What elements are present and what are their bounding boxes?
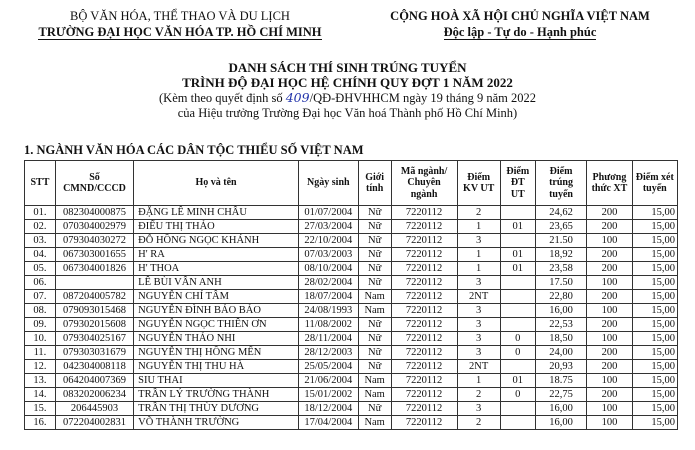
table-cell: 042304008118 <box>55 360 133 374</box>
table-cell: NGUYỄN THỊ HỒNG MẾN <box>134 346 299 360</box>
table-cell: 22,53 <box>535 318 586 332</box>
column-header: Điểm trúng tuyển <box>535 161 586 206</box>
table-cell: Nam <box>358 290 391 304</box>
table-cell: 15,00 <box>632 318 677 332</box>
table-cell: 24,62 <box>535 206 586 220</box>
table-cell: 21.50 <box>535 234 586 248</box>
column-header: Số CMND/CCCD <box>55 161 133 206</box>
admission-table <box>24 160 678 430</box>
table-cell: 15,00 <box>632 290 677 304</box>
table-cell: 17/04/2004 <box>298 416 358 430</box>
table-cell: 3 <box>457 332 500 346</box>
table-cell: 7220112 <box>391 304 457 318</box>
table-cell: 25/05/2004 <box>298 360 358 374</box>
column-header: Phương thức XT <box>587 161 632 206</box>
table-cell: 7220112 <box>391 318 457 332</box>
table-cell: 200 <box>587 290 632 304</box>
table-cell: 1 <box>457 374 500 388</box>
table-cell: 3 <box>457 234 500 248</box>
table-cell: 206445903 <box>55 402 133 416</box>
table-cell: 100 <box>587 402 632 416</box>
table-cell: 20,93 <box>535 360 586 374</box>
motto: Độc lập - Tự do - Hạnh phúc <box>443 25 597 39</box>
table-cell: 100 <box>587 416 632 430</box>
country-name: CỘNG HOÀ XÃ HỘI CHỦ NGHĨA VIỆT NAM <box>390 9 650 23</box>
table-cell: 1 <box>457 248 500 262</box>
table-cell: 16,00 <box>535 416 586 430</box>
table-cell: 16,00 <box>535 402 586 416</box>
table-cell: 064204007369 <box>55 374 133 388</box>
table-cell: 18/12/2004 <box>298 402 358 416</box>
table-cell: 22,75 <box>535 388 586 402</box>
table-cell: 11. <box>25 346 56 360</box>
table-cell: Nữ <box>358 402 391 416</box>
table-cell: 079304025167 <box>55 332 133 346</box>
table-cell: 18,92 <box>535 248 586 262</box>
table-cell: 07/03/2003 <box>298 248 358 262</box>
column-header: Ngày sinh <box>298 161 358 206</box>
table-cell: 079302015608 <box>55 318 133 332</box>
table-cell: 2 <box>457 416 500 430</box>
table-cell: 070304002979 <box>55 220 133 234</box>
table-cell: 15,00 <box>632 276 677 290</box>
column-header: Giới tính <box>358 161 391 206</box>
table-cell: Nữ <box>358 248 391 262</box>
table-cell: 23,65 <box>535 220 586 234</box>
table-cell: 14. <box>25 388 56 402</box>
table-cell: Nữ <box>358 206 391 220</box>
table-cell <box>500 276 535 290</box>
table-cell: 7220112 <box>391 374 457 388</box>
table-cell: 28/02/2004 <box>298 276 358 290</box>
table-cell: 07. <box>25 290 56 304</box>
section-title: 1. NGÀNH VĂN HÓA CÁC DÂN TỘC THIỂU SỐ VIỆT NAM <box>24 143 364 157</box>
table-cell: 7220112 <box>391 276 457 290</box>
table-cell: 15,00 <box>632 304 677 318</box>
table-row <box>25 234 678 248</box>
table-cell: 15,00 <box>632 220 677 234</box>
table-cell: 7220112 <box>391 262 457 276</box>
table-cell: 087204005782 <box>55 290 133 304</box>
table-row <box>25 248 678 262</box>
table-cell: 7220112 <box>391 248 457 262</box>
table-cell: 3 <box>457 346 500 360</box>
table-cell: 13. <box>25 374 56 388</box>
decision-suffix: /QĐ-ĐHVHHCM ngày 19 tháng 9 năm 2022 <box>309 91 536 105</box>
table-cell <box>500 290 535 304</box>
table-cell: 18/07/2004 <box>298 290 358 304</box>
table-cell: 09. <box>25 318 56 332</box>
table-row <box>25 206 678 220</box>
university-name: TRƯỜNG ĐẠI HỌC VĂN HÓA TP. HỒ CHÍ MINH <box>38 25 322 39</box>
table-cell: 7220112 <box>391 332 457 346</box>
document-title <box>0 60 695 121</box>
table-cell: Nữ <box>358 360 391 374</box>
table-cell: NGUYỄN CHÍ TÂM <box>134 290 299 304</box>
table-cell: 3 <box>457 402 500 416</box>
table-body <box>25 206 678 430</box>
table-cell: 24/08/1993 <box>298 304 358 318</box>
table-cell: Nữ <box>358 262 391 276</box>
table-cell: 200 <box>587 388 632 402</box>
table-cell: 15,00 <box>632 332 677 346</box>
table-cell: 21/06/2004 <box>298 374 358 388</box>
ministry-name: BỘ VĂN HÓA, THỂ THAO VÀ DU LỊCH <box>70 9 290 23</box>
table-cell: 01 <box>500 374 535 388</box>
table-cell: 15,00 <box>632 416 677 430</box>
table-cell: 01. <box>25 206 56 220</box>
decision-reference <box>0 90 695 106</box>
table-cell: NGUYỄN NGỌC THIÊN ƠN <box>134 318 299 332</box>
table-cell: 3 <box>457 318 500 332</box>
table-cell: 079303031679 <box>55 346 133 360</box>
table-cell: 22/10/2004 <box>298 234 358 248</box>
table-cell: 17.50 <box>535 276 586 290</box>
table-cell: 03. <box>25 234 56 248</box>
table-cell: 067303001655 <box>55 248 133 262</box>
table-row <box>25 276 678 290</box>
table-cell: Nam <box>358 304 391 318</box>
table-cell: Nữ <box>358 332 391 346</box>
column-header: STT <box>25 161 56 206</box>
table-cell: H' THOA <box>134 262 299 276</box>
table-row <box>25 318 678 332</box>
table-cell: 16,00 <box>535 304 586 318</box>
table-cell: 083202006234 <box>55 388 133 402</box>
table-row <box>25 220 678 234</box>
table-cell: NGUYỄN ĐÌNH BẢO BẢO <box>134 304 299 318</box>
decision-issuer: của Hiệu trưởng Trường Đại học Văn hoá Thành phố Hồ Chí Minh) <box>177 106 518 120</box>
table-cell: Nữ <box>358 346 391 360</box>
table-cell: 01/07/2004 <box>298 206 358 220</box>
table-cell: 067304001826 <box>55 262 133 276</box>
table-cell: 0 <box>500 388 535 402</box>
table-cell: 7220112 <box>391 360 457 374</box>
table-cell: ĐIỂU THỊ THẢO <box>134 220 299 234</box>
table-cell: SIU THAI <box>134 374 299 388</box>
table-cell: 05. <box>25 262 56 276</box>
table-cell: 7220112 <box>391 290 457 304</box>
table-cell: TRẦN THỊ THÙY DƯƠNG <box>134 402 299 416</box>
table-row <box>25 416 678 430</box>
table-cell: 06. <box>25 276 56 290</box>
table-cell: 0 <box>500 332 535 346</box>
national-motto-header <box>360 8 680 40</box>
table-cell: 7220112 <box>391 206 457 220</box>
table-cell: NGUYỄN THẢO NHI <box>134 332 299 346</box>
table-cell: TRẦN LÝ TRƯỜNG THÀNH <box>134 388 299 402</box>
table-cell: 15,00 <box>632 402 677 416</box>
table-cell: 100 <box>587 332 632 346</box>
table-cell: 11/08/2002 <box>298 318 358 332</box>
table-cell: 7220112 <box>391 402 457 416</box>
table-cell <box>500 402 535 416</box>
table-cell: 28/12/2003 <box>298 346 358 360</box>
table-cell: VÕ THÀNH TRƯỜNG <box>134 416 299 430</box>
table-cell: 7220112 <box>391 416 457 430</box>
table-cell: 18,50 <box>535 332 586 346</box>
table-cell: Nữ <box>358 220 391 234</box>
table-cell: 15,00 <box>632 206 677 220</box>
table-cell: 200 <box>587 262 632 276</box>
table-cell: H' RA <box>134 248 299 262</box>
table-cell: LÊ BÙI VÂN ANH <box>134 276 299 290</box>
issuer-header <box>30 8 330 40</box>
decision-prefix: (Kèm theo quyết định số <box>159 91 286 105</box>
table-cell <box>55 276 133 290</box>
table-cell <box>500 318 535 332</box>
table-cell: 15. <box>25 402 56 416</box>
table-cell: 01 <box>500 262 535 276</box>
table-cell: Nam <box>358 374 391 388</box>
table-row <box>25 346 678 360</box>
table-cell <box>500 304 535 318</box>
table-cell: ĐỖ HỒNG NGỌC KHÁNH <box>134 234 299 248</box>
table-row <box>25 360 678 374</box>
table-cell: 28/11/2004 <box>298 332 358 346</box>
table-cell: 079304030272 <box>55 234 133 248</box>
table-cell: 23,58 <box>535 262 586 276</box>
table-cell: Nam <box>358 416 391 430</box>
table-cell: 15,00 <box>632 262 677 276</box>
table-cell: 08/10/2004 <box>298 262 358 276</box>
title-line1: DANH SÁCH THÍ SINH TRÚNG TUYỂN <box>228 60 467 75</box>
table-cell: 7220112 <box>391 220 457 234</box>
table-cell: 01 <box>500 220 535 234</box>
table-cell: 22,80 <box>535 290 586 304</box>
table-row <box>25 402 678 416</box>
table-cell: 10. <box>25 332 56 346</box>
table-cell: 15/01/2002 <box>298 388 358 402</box>
table-cell: 27/03/2004 <box>298 220 358 234</box>
table-cell: 072204002831 <box>55 416 133 430</box>
table-cell: 200 <box>587 360 632 374</box>
table-cell: 7220112 <box>391 234 457 248</box>
table-cell: 200 <box>587 318 632 332</box>
table-cell <box>500 416 535 430</box>
table-cell: 100 <box>587 276 632 290</box>
table-row <box>25 262 678 276</box>
table-cell: 15,00 <box>632 248 677 262</box>
table-cell: 079093015468 <box>55 304 133 318</box>
table-cell: 24,00 <box>535 346 586 360</box>
table-cell: 7220112 <box>391 388 457 402</box>
column-header: Điểm xét tuyển <box>632 161 677 206</box>
title-line2: TRÌNH ĐỘ ĐẠI HỌC HỆ CHÍNH QUY ĐỢT 1 NĂM 2022 <box>182 75 513 90</box>
column-header: Điểm ĐT UT <box>500 161 535 206</box>
table-header-row <box>25 161 678 206</box>
table-cell: 200 <box>587 346 632 360</box>
table-cell: 1 <box>457 220 500 234</box>
table-cell: Nam <box>358 388 391 402</box>
table-cell: 200 <box>587 248 632 262</box>
column-header: Điểm KV UT <box>457 161 500 206</box>
column-header: Mã ngành/ Chuyên ngành <box>391 161 457 206</box>
table-cell: Nữ <box>358 276 391 290</box>
table-cell: 02. <box>25 220 56 234</box>
table-cell: 7220112 <box>391 346 457 360</box>
table-cell: 15,00 <box>632 374 677 388</box>
table-cell <box>500 206 535 220</box>
table-cell: 15,00 <box>632 360 677 374</box>
table-cell: 15,00 <box>632 346 677 360</box>
table-cell: 01 <box>500 248 535 262</box>
table-cell: 15,00 <box>632 234 677 248</box>
table-cell: 100 <box>587 374 632 388</box>
table-cell: ĐẶNG LÊ MINH CHÂU <box>134 206 299 220</box>
table-cell: 3 <box>457 276 500 290</box>
table-cell: 3 <box>457 304 500 318</box>
table-cell: 082304000875 <box>55 206 133 220</box>
table-cell: 15,00 <box>632 388 677 402</box>
table-row <box>25 332 678 346</box>
table-cell: 04. <box>25 248 56 262</box>
decision-number: 409 <box>285 90 310 105</box>
table-row <box>25 388 678 402</box>
table-cell: 08. <box>25 304 56 318</box>
table-row <box>25 304 678 318</box>
table-cell: 200 <box>587 206 632 220</box>
table-cell: Nữ <box>358 318 391 332</box>
table-cell: Nữ <box>358 234 391 248</box>
table-cell: 2 <box>457 388 500 402</box>
column-header: Họ và tên <box>134 161 299 206</box>
table-cell: 2 <box>457 206 500 220</box>
table-cell: 100 <box>587 304 632 318</box>
table-cell: 12. <box>25 360 56 374</box>
table-cell: 0 <box>500 346 535 360</box>
table-cell: 2NT <box>457 360 500 374</box>
table-cell: 16. <box>25 416 56 430</box>
table-cell: 100 <box>587 234 632 248</box>
table-cell: NGUYỄN THỊ THU HÀ <box>134 360 299 374</box>
table-row <box>25 374 678 388</box>
table-row <box>25 290 678 304</box>
table-cell: 18.75 <box>535 374 586 388</box>
table-cell: 1 <box>457 262 500 276</box>
table-cell <box>500 360 535 374</box>
table-cell: 200 <box>587 220 632 234</box>
table-cell <box>500 234 535 248</box>
table-cell: 2NT <box>457 290 500 304</box>
